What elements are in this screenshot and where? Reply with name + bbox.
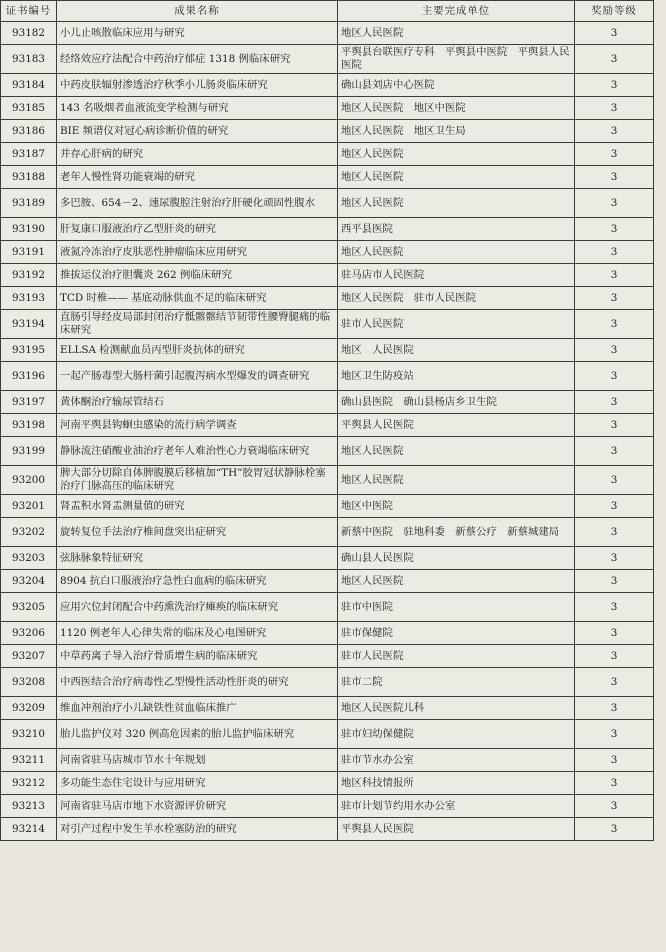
cell-main-unit: 平舆县人民医院 (338, 818, 575, 841)
cell-achievement-name: 143 名吸烟者血液流变学检测与研究 (57, 97, 338, 120)
cell-main-unit: 地区人民医院 地区卫生局 (338, 120, 575, 143)
cell-main-unit: 驻市妇幼保健院 (338, 720, 575, 749)
cell-main-unit: 地区人民医院 (338, 437, 575, 466)
cell-main-unit: 西平县医院 (338, 218, 575, 241)
cell-certificate-number: 93185 (1, 97, 57, 120)
cell-certificate-number: 93200 (1, 466, 57, 495)
cell-award-grade: 3 (575, 97, 654, 120)
cell-award-grade: 3 (575, 414, 654, 437)
cell-certificate-number: 93206 (1, 622, 57, 645)
cell-achievement-name: 经络效应疗法配合中药治疗郁症 1318 例临床研究 (57, 45, 338, 74)
cell-certificate-number: 93190 (1, 218, 57, 241)
cell-main-unit: 地区人民医院 (338, 466, 575, 495)
cell-achievement-name: 肾盂积水肾盂测量值的研究 (57, 495, 338, 518)
cell-achievement-name: 旋转复位手法治疗椎间盘突出症研究 (57, 518, 338, 547)
cell-award-grade: 3 (575, 668, 654, 697)
cell-certificate-number: 93203 (1, 547, 57, 570)
cell-achievement-name: 老年人慢性肾功能衰竭的研究 (57, 166, 338, 189)
cell-certificate-number: 93197 (1, 391, 57, 414)
cell-award-grade: 3 (575, 547, 654, 570)
cell-certificate-number: 93209 (1, 697, 57, 720)
cell-achievement-name: 应用穴位封闭配合中药熏洗治疗瘫痪的临床研究 (57, 593, 338, 622)
cell-award-grade: 3 (575, 795, 654, 818)
cell-award-grade: 3 (575, 74, 654, 97)
table-row (1, 143, 654, 166)
cell-award-grade: 3 (575, 143, 654, 166)
header-achievement-name: 成果名称 (57, 1, 338, 22)
cell-main-unit: 地区人民医院 (338, 241, 575, 264)
cell-certificate-number: 93198 (1, 414, 57, 437)
table-row (1, 264, 654, 287)
cell-achievement-name: 脾大部分切除自体脾腹膜后移植加“TH”胶胃冠状静脉栓塞治疗门脉高压的临床研究 (57, 466, 338, 495)
cell-achievement-name: 液氮冷冻治疗皮肤恶性肿瘤临床应用研究 (57, 241, 338, 264)
table-row (1, 339, 654, 362)
cell-certificate-number: 93186 (1, 120, 57, 143)
cell-main-unit: 驻马店市人民医院 (338, 264, 575, 287)
cell-main-unit: 地区人民医院 (338, 166, 575, 189)
cell-achievement-name: 中西医结合治疗病毒性乙型慢性活动性肝炎的研究 (57, 668, 338, 697)
cell-certificate-number: 93213 (1, 795, 57, 818)
cell-certificate-number: 93202 (1, 518, 57, 547)
table-row (1, 310, 654, 339)
table-row (1, 362, 654, 391)
header-main-unit: 主要完成单位 (338, 1, 575, 22)
cell-certificate-number: 93193 (1, 287, 57, 310)
cell-achievement-name: 多功能生态住宅设计与应用研究 (57, 772, 338, 795)
cell-award-grade: 3 (575, 720, 654, 749)
cell-certificate-number: 93201 (1, 495, 57, 518)
cell-achievement-name: 肝复康口服液治疗乙型肝炎的研究 (57, 218, 338, 241)
cell-award-grade: 3 (575, 310, 654, 339)
cell-certificate-number: 93199 (1, 437, 57, 466)
cell-achievement-name: 河南平舆县钩蛔虫感染的流行病学调查 (57, 414, 338, 437)
cell-main-unit: 驻市节水办公室 (338, 749, 575, 772)
table-row (1, 287, 654, 310)
cell-main-unit: 地区人民医院 (338, 143, 575, 166)
cell-award-grade: 3 (575, 264, 654, 287)
cell-certificate-number: 93187 (1, 143, 57, 166)
cell-award-grade: 3 (575, 466, 654, 495)
table-row (1, 189, 654, 218)
cell-award-grade: 3 (575, 22, 654, 45)
cell-achievement-name: 维血冲剂治疗小儿缺铁性贫血临床推广 (57, 697, 338, 720)
table-row (1, 547, 654, 570)
table-row (1, 22, 654, 45)
cell-certificate-number: 93191 (1, 241, 57, 264)
header-award-grade: 奖励等级 (575, 1, 654, 22)
cell-main-unit: 地区人民医院 (338, 22, 575, 45)
table-row (1, 466, 654, 495)
cell-main-unit: 地区科技情报所 (338, 772, 575, 795)
cell-award-grade: 3 (575, 818, 654, 841)
cell-certificate-number: 93205 (1, 593, 57, 622)
table-row (1, 45, 654, 74)
cell-achievement-name: 1120 例老年人心律失常的临床及心电图研究 (57, 622, 338, 645)
table-row (1, 166, 654, 189)
cell-achievement-name: 对引产过程中发生羊水栓塞防治的研究 (57, 818, 338, 841)
cell-award-grade: 3 (575, 241, 654, 264)
cell-achievement-name: 胎儿监护仪对 320 例高危因素的胎儿监护临床研究 (57, 720, 338, 749)
cell-certificate-number: 93196 (1, 362, 57, 391)
cell-achievement-name: 弦脉脉象特征研究 (57, 547, 338, 570)
cell-certificate-number: 93194 (1, 310, 57, 339)
cell-main-unit: 地区人民医院儿科 (338, 697, 575, 720)
table-row (1, 749, 654, 772)
cell-achievement-name: 并存心肝病的研究 (57, 143, 338, 166)
cell-achievement-name: 直肠引导经皮局部封闭治疗骶髂髂结节韧带性腰臀腿痛的临床研究 (57, 310, 338, 339)
cell-certificate-number: 93211 (1, 749, 57, 772)
cell-certificate-number: 93195 (1, 339, 57, 362)
table-row (1, 622, 654, 645)
table-row (1, 570, 654, 593)
cell-certificate-number: 93184 (1, 74, 57, 97)
cell-main-unit: 地区人民医院 驻市人民医院 (338, 287, 575, 310)
cell-achievement-name: 黄体酮治疗输尿管结石 (57, 391, 338, 414)
cell-certificate-number: 93210 (1, 720, 57, 749)
cell-main-unit: 地区中医院 (338, 495, 575, 518)
cell-main-unit: 地区人民医院 地区中医院 (338, 97, 575, 120)
cell-achievement-name: BIE 频谱仪对冠心病诊断价值的研究 (57, 120, 338, 143)
cell-main-unit: 地区人民医院 (338, 570, 575, 593)
cell-award-grade: 3 (575, 593, 654, 622)
cell-main-unit: 确山县医院 确山县杨店乡卫生院 (338, 391, 575, 414)
table-row (1, 120, 654, 143)
cell-main-unit: 地区人民医院 (338, 189, 575, 218)
cell-certificate-number: 93214 (1, 818, 57, 841)
cell-achievement-name: 中药皮肤辐射渗透治疗秋季小儿肠炎临床研究 (57, 74, 338, 97)
cell-award-grade: 3 (575, 645, 654, 668)
cell-award-grade: 3 (575, 362, 654, 391)
table-row (1, 437, 654, 466)
cell-certificate-number: 93182 (1, 22, 57, 45)
cell-achievement-name: 多巴胺、654－2、速尿腹腔注射治疗肝硬化顽固性腹水 (57, 189, 338, 218)
table-row (1, 697, 654, 720)
cell-main-unit: 驻市人民医院 (338, 310, 575, 339)
cell-main-unit: 新蔡中医院 驻地科委 新蔡公疗 新蔡城建局 (338, 518, 575, 547)
table-row (1, 495, 654, 518)
cell-certificate-number: 93189 (1, 189, 57, 218)
cell-certificate-number: 93188 (1, 166, 57, 189)
table-body (1, 22, 654, 841)
table-row (1, 218, 654, 241)
cell-main-unit: 驻市保健院 (338, 622, 575, 645)
cell-award-grade: 3 (575, 45, 654, 74)
cell-main-unit: 平舆县人民医院 (338, 414, 575, 437)
cell-certificate-number: 93207 (1, 645, 57, 668)
cell-award-grade: 3 (575, 437, 654, 466)
cell-award-grade: 3 (575, 495, 654, 518)
table-row (1, 668, 654, 697)
table-row (1, 97, 654, 120)
cell-award-grade: 3 (575, 697, 654, 720)
cell-achievement-name: 河南省驻马店城市节水十年规划 (57, 749, 338, 772)
cell-award-grade: 3 (575, 749, 654, 772)
cell-achievement-name: 小儿止咳散临床应用与研究 (57, 22, 338, 45)
table-row (1, 74, 654, 97)
cell-award-grade: 3 (575, 120, 654, 143)
cell-main-unit: 平舆县台联医疗专科 平舆县中医院 平舆县人民医院 (338, 45, 575, 74)
cell-certificate-number: 93212 (1, 772, 57, 795)
cell-award-grade: 3 (575, 772, 654, 795)
table-row (1, 391, 654, 414)
cell-achievement-name: 推拔运仪治疗胆囊炎 262 例临床研究 (57, 264, 338, 287)
cell-award-grade: 3 (575, 218, 654, 241)
cell-main-unit: 驻市中医院 (338, 593, 575, 622)
cell-achievement-name: 中草药离子导入治疗骨质增生病的临床研究 (57, 645, 338, 668)
cell-main-unit: 地区卫生防疫站 (338, 362, 575, 391)
table-row (1, 795, 654, 818)
table-row (1, 772, 654, 795)
cell-achievement-name: TCD 时椎—— 基底动脉供血不足的临床研究 (57, 287, 338, 310)
cell-main-unit: 确山县人民医院 (338, 547, 575, 570)
cell-award-grade: 3 (575, 339, 654, 362)
table-row (1, 241, 654, 264)
cell-main-unit: 驻市二院 (338, 668, 575, 697)
header-certificate-number: 证书编号 (1, 1, 57, 22)
cell-certificate-number: 93192 (1, 264, 57, 287)
cell-main-unit: 确山县刘店中心医院 (338, 74, 575, 97)
cell-certificate-number: 93183 (1, 45, 57, 74)
cell-award-grade: 3 (575, 391, 654, 414)
cell-achievement-name: 河南省驻马店市地下水资源评价研究 (57, 795, 338, 818)
table-row (1, 414, 654, 437)
table-row (1, 518, 654, 547)
cell-award-grade: 3 (575, 518, 654, 547)
cell-main-unit: 驻市人民医院 (338, 645, 575, 668)
cell-certificate-number: 93208 (1, 668, 57, 697)
table-row (1, 818, 654, 841)
cell-award-grade: 3 (575, 622, 654, 645)
cell-main-unit: 地区 人民医院 (338, 339, 575, 362)
table-row (1, 593, 654, 622)
cell-award-grade: 3 (575, 166, 654, 189)
cell-achievement-name: ELLSA 检测献血员丙型肝炎抗体的研究 (57, 339, 338, 362)
cell-award-grade: 3 (575, 287, 654, 310)
cell-certificate-number: 93204 (1, 570, 57, 593)
header-row (1, 1, 654, 22)
cell-main-unit: 驻市计划节约用水办公室 (338, 795, 575, 818)
cell-award-grade: 3 (575, 189, 654, 218)
cell-achievement-name: 一起产肠毒型大肠杆菌引起腹泻病水型爆发的调查研究 (57, 362, 338, 391)
table-row (1, 720, 654, 749)
cell-achievement-name: 8904 抗白口服液治疗急性白血病的临床研究 (57, 570, 338, 593)
cell-achievement-name: 静脉流注硝酸业油治疗老年人难治性心力衰竭临床研究 (57, 437, 338, 466)
table-row (1, 645, 654, 668)
cell-award-grade: 3 (575, 570, 654, 593)
